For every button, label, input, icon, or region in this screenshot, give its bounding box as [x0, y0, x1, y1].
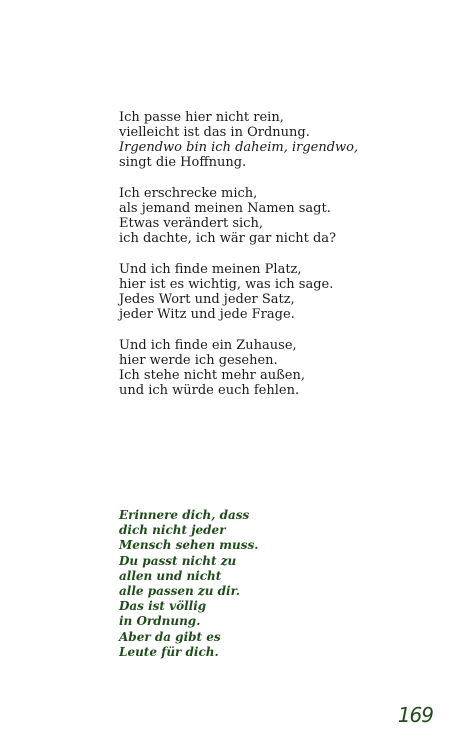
poem-line: Und ich finde meinen Platz, — [119, 262, 302, 277]
poem-line: Ich erschrecke mich, — [119, 186, 258, 201]
note-line: Aber da gibt es — [119, 629, 221, 644]
note-line: allen und nicht — [119, 568, 222, 583]
poem-stanza-4 — [119, 338, 419, 398]
poem-line: hier werde ich gesehen. — [119, 353, 278, 368]
poem-line: Ich stehe nicht mehr außen, — [119, 368, 305, 383]
poem-line: Ich passe hier nicht rein, — [119, 110, 284, 125]
poem-line: jeder Witz und jede Frage. — [119, 307, 295, 322]
poem-stanza-2 — [119, 186, 419, 246]
poem-line: hier ist es wichtig, was ich sage. — [119, 277, 334, 292]
note-line: Mensch sehen muss. — [119, 538, 259, 553]
note-line: in Ordnung. — [119, 614, 201, 629]
poem-line: als jemand meinen Namen sagt. — [119, 201, 331, 216]
affirmation-note — [119, 508, 319, 660]
note-line: dich nicht jeder — [119, 523, 226, 538]
poem-line: und ich würde euch fehlen. — [119, 383, 300, 398]
page-number: 169 — [397, 703, 433, 727]
poem-stanza-3 — [119, 262, 419, 322]
poem-line: singt die Hoffnung. — [119, 155, 247, 170]
poem — [119, 110, 419, 414]
poem-line: vielleicht ist das in Ordnung. — [119, 125, 310, 140]
note-line: Leute für dich. — [119, 644, 219, 659]
poem-line-italic: Irgendwo bin ich daheim, irgendwo, — [119, 140, 359, 155]
note-line: alle passen zu dir. — [119, 584, 240, 599]
poem-line: Etwas verändert sich, — [119, 216, 263, 231]
poem-line: Und ich finde ein Zuhause, — [119, 338, 297, 353]
poem-line: ich dachte, ich wär gar nicht da? — [119, 231, 337, 246]
note-line: Das ist völlig — [119, 599, 207, 614]
note-line: Du passt nicht zu — [119, 553, 237, 568]
poem-stanza-1 — [119, 110, 419, 170]
poem-line: Jedes Wort und jeder Satz, — [119, 292, 295, 307]
note-line: Erinnere dich, dass — [119, 508, 250, 522]
